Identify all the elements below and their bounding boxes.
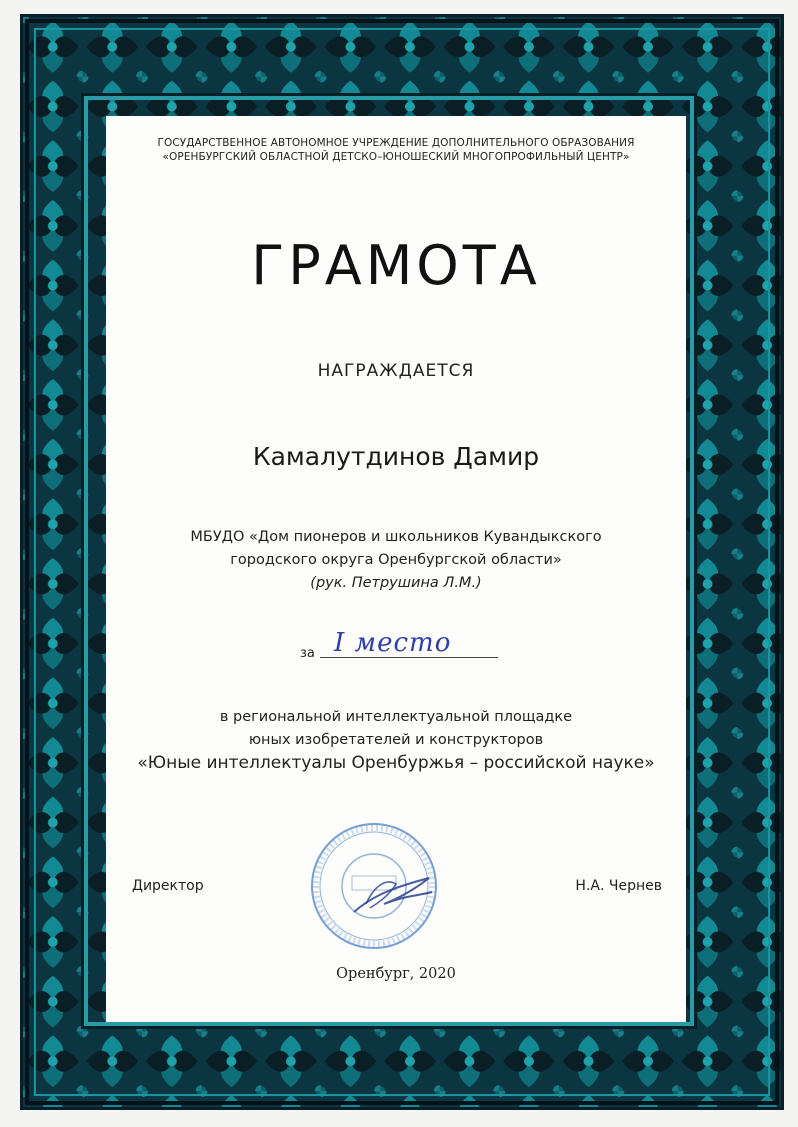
place-field bbox=[300, 628, 530, 664]
school-block bbox=[106, 526, 686, 595]
place-handwritten: I место bbox=[334, 628, 452, 658]
event-line-2: юных изобретателей и конструкторов bbox=[248, 732, 544, 748]
organization-header bbox=[106, 136, 686, 164]
director-name: Н.А. Чернев bbox=[575, 878, 662, 894]
official-stamp bbox=[304, 816, 444, 956]
recipient-name: Камалутдинов Дамир bbox=[252, 442, 540, 471]
supervisor: (рук. Петрушина Л.М.) bbox=[310, 575, 482, 591]
org-line-1: ГОСУДАРСТВЕННОЕ АВТОНОМНОЕ УЧРЕЖДЕНИЕ ДОПОЛНИТЕЛЬНОГО ОБРАЗОВАНИЯ bbox=[157, 137, 635, 149]
org-line-2: «ОРЕНБУРГСКИЙ ОБЛАСТНОЙ ДЕТСКО–ЮНОШЕСКИЙ МНОГОПРОФИЛЬНЫЙ ЦЕНТР» bbox=[162, 151, 630, 163]
city-year: Оренбург, 2020 bbox=[336, 966, 456, 982]
awarded-label: НАГРАЖДАЕТСЯ bbox=[317, 361, 475, 381]
director-label: Директор bbox=[132, 878, 204, 894]
school-line-1: МБУДО «Дом пионеров и школьников Кувандыкского bbox=[190, 529, 602, 545]
for-label: за bbox=[300, 646, 315, 661]
certificate-sheet bbox=[106, 116, 686, 1022]
school-line-2: городского округа Оренбургской области» bbox=[230, 552, 562, 568]
event-line-1: в региональной интеллектуальной площадке bbox=[219, 709, 573, 725]
certificate-title: ГРАМОТА bbox=[251, 234, 541, 297]
event-line-3: «Юные интеллектуалы Оренбуржья – российской науке» bbox=[137, 753, 655, 773]
event-block bbox=[106, 706, 686, 775]
